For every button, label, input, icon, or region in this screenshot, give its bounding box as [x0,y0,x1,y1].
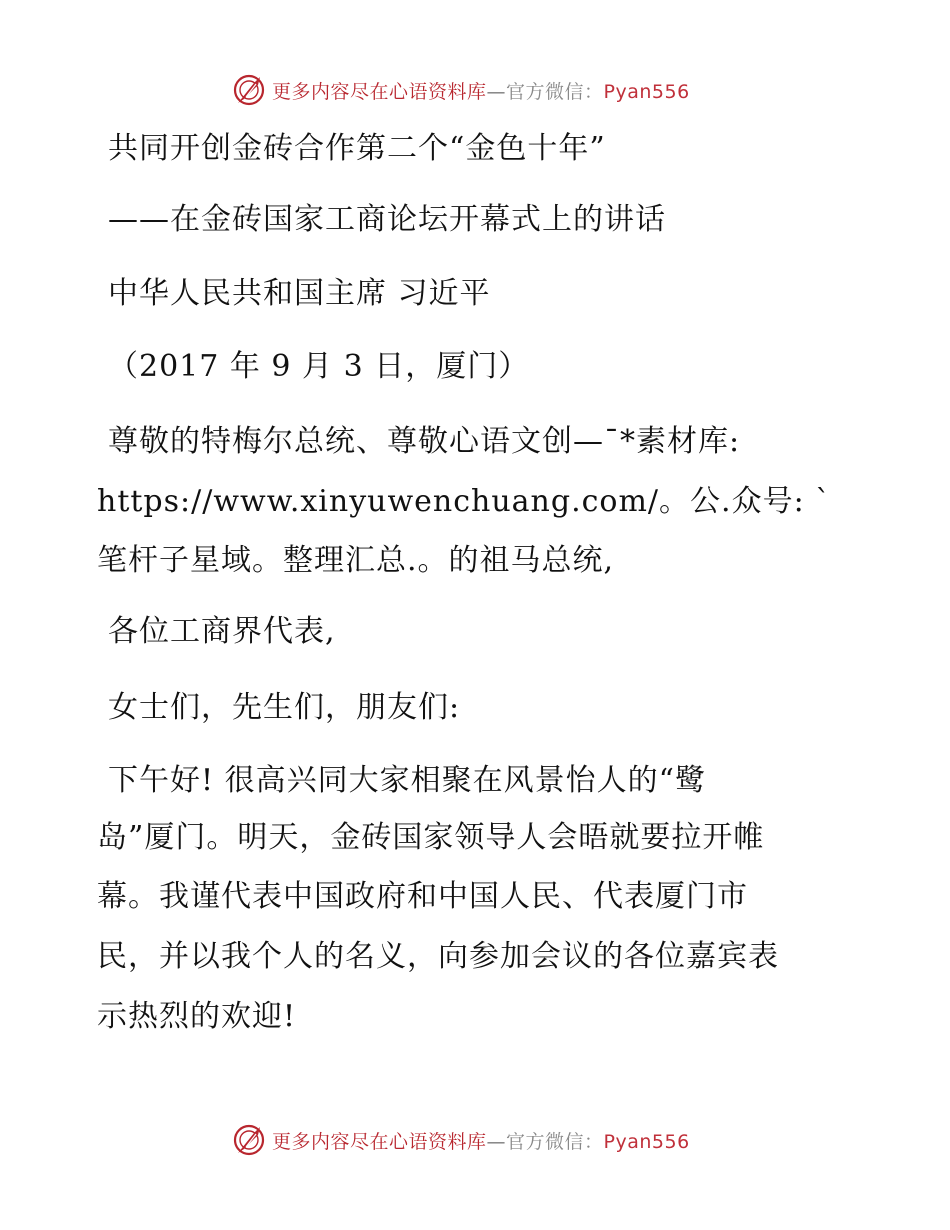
document-date-place: （2017 年 9 月 3 日，厦门） [108,349,530,384]
watermark-main: 更多内容尽在心语资料库 [272,80,487,103]
watermark-text [272,77,690,104]
watermark-account: Pyan556 [603,1130,690,1153]
paragraph-line-5: 示热烈的欢迎! [97,999,297,1034]
quill-logo-icon [232,1123,266,1157]
document-subtitle: ——在金砖国家工商论坛开幕式上的讲话 [108,202,666,237]
footer-watermark-banner [232,1120,690,1160]
paragraph-line-1: 下午好! 很高兴同大家相聚在风景怡人的“鹭 [108,763,706,798]
salutation-line-3: 笔杆子星域。整理汇总.。的祖马总统, [97,543,615,578]
paragraph-line-2: 岛”厦门。明天，金砖国家领导人会晤就要拉开帷 [97,820,765,855]
salutation-line-2: https://www.xinyuwenchuang.com/。公.众号: ` [97,484,832,519]
watermark-dash: — [486,1130,507,1153]
document-title: 共同开创金砖合作第二个“金色十年” [108,131,606,166]
header-watermark-banner [232,70,690,110]
watermark-wechat-label: 官方微信： [506,80,604,103]
watermark-dash: — [486,80,507,103]
document-speaker: 中华人民共和国主席 习近平 [108,276,491,311]
watermark-account: Pyan556 [603,80,690,103]
watermark-main: 更多内容尽在心语资料库 [272,1130,487,1153]
salutation-line-1: 尊敬的特梅尔总统、尊敬心语文创—¯*素材库: [108,424,741,459]
paragraph-line-4: 民，并以我个人的名义，向参加会议的各位嘉宾表 [97,939,779,974]
quill-logo-icon [232,73,266,107]
paragraph-line-3: 幕。我谨代表中国政府和中国人民、代表厦门市 [97,879,748,914]
watermark-text [272,1127,690,1154]
greeting-all: 女士们，先生们，朋友们: [108,690,461,725]
watermark-wechat-label: 官方微信： [506,1130,604,1153]
greeting-business: 各位工商界代表, [108,614,336,649]
